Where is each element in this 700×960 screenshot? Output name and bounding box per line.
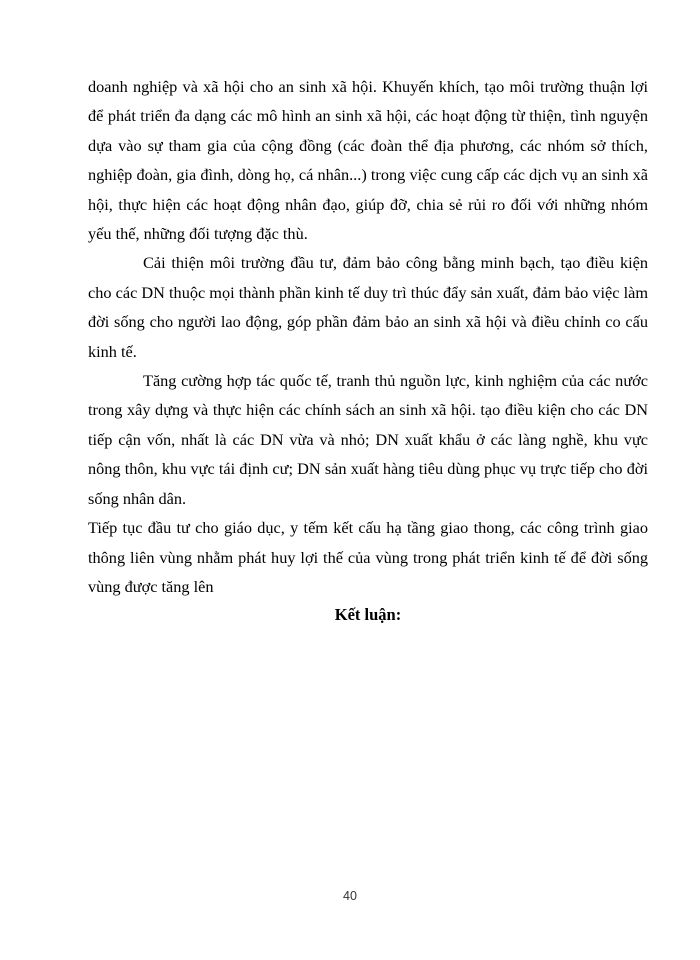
- paragraph-4: Tiếp tục đầu tư cho giáo dục, y tếm kết cấu hạ tầng giao thong, các công trình giao thông liên vùng nhằm phát huy lợi thế của vùng trong phát triển kinh tế để đời sống vùng được tăng lên: [88, 518, 648, 596]
- conclusion-heading: Kết luận:: [334, 605, 402, 624]
- paragraph-3: Tăng cường hợp tác quốc tế, tranh thủ nguồn lực, kinh nghiệm của các nước trong xây dựng và thực hiện các chính sách an sinh xã hội. tạo điều kiện cho các DN tiếp cận vốn, nhất là các DN vừa và nhỏ; DN xuất khẩu ở các làng nghề, khu vực nông thôn, khu vực tái định cư; DN sản xuất hàng tiêu dùng phục vụ trực tiếp cho đời sống nhân dân.: [88, 371, 648, 508]
- paragraph-1: doanh nghiệp và xã hội cho an sinh xã hội. Khuyến khích, tạo môi trường thuận lợi để phát triển đa dạng các mô hình an sinh xã hội, các hoạt động từ thiện, tình nguyện dựa vào sự tham gia của cộng đồng (các đoàn thể địa phương, các nhóm sở thích, nghiệp đoàn, gia đình, dòng họ, cá nhân...) trong việc cung cấp các dịch vụ an sinh xã hội, thực hiện các hoạt động nhân đạo, giúp đỡ, chia sẻ rủi ro đối với những nhóm yếu thế, những đối tượng đặc thù.: [88, 77, 648, 244]
- page-number: 40: [343, 889, 357, 903]
- paragraph-2: Cải thiện môi trường đầu tư, đảm bảo công bằng minh bạch, tạo điều kiện cho các DN thuộc mọi thành phần kinh tế duy trì thúc đẩy sản xuất, đảm bảo việc làm đời sống cho người lao động, góp phần đảm bảo an sinh xã hội và điều chỉnh co cấu kinh tế.: [88, 253, 648, 361]
- body-text: [88, 72, 648, 601]
